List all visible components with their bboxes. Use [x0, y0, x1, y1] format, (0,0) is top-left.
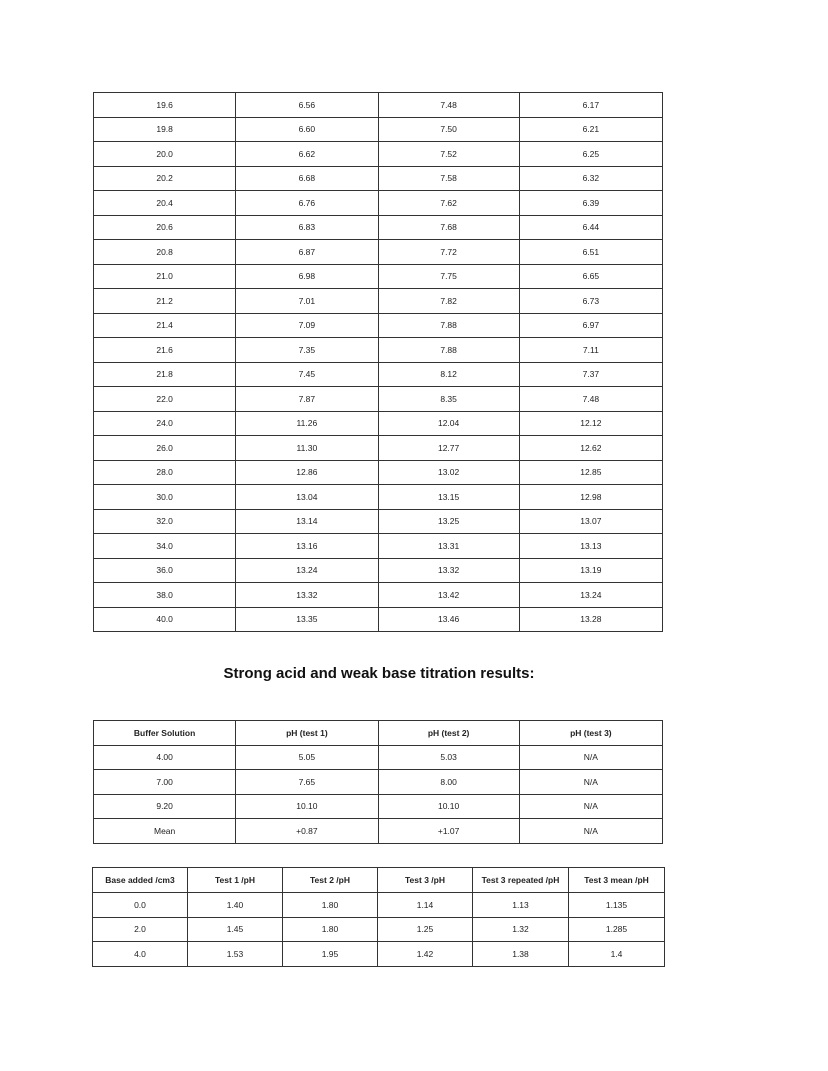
- table-row: [94, 362, 663, 387]
- table-cell: 40.0: [94, 607, 236, 632]
- table-cell: 6.25: [519, 142, 662, 167]
- table-cell: 1.40: [188, 893, 283, 918]
- table-cell: Mean: [94, 819, 236, 844]
- table-cell: 1.285: [569, 917, 665, 942]
- table-cell: 13.04: [236, 485, 378, 510]
- titration-data-table: [93, 92, 663, 632]
- table-cell: 20.0: [94, 142, 236, 167]
- table-row: [94, 436, 663, 461]
- table-row: [93, 917, 665, 942]
- table-cell: 7.00: [94, 770, 236, 795]
- table-cell: 6.32: [519, 166, 662, 191]
- table-cell: 22.0: [94, 387, 236, 412]
- table-cell: 6.98: [236, 264, 378, 289]
- table-cell: 1.14: [378, 893, 473, 918]
- buffer-calibration-body: [94, 745, 663, 843]
- table-cell: 20.8: [94, 240, 236, 265]
- table-cell: 6.21: [519, 117, 662, 142]
- table-cell: +1.07: [378, 819, 519, 844]
- table-cell: 7.65: [236, 770, 378, 795]
- table-cell: 8.00: [378, 770, 519, 795]
- header-ph-test-3: pH (test 3): [519, 721, 662, 746]
- base-added-table: [92, 867, 665, 967]
- table-cell: 6.97: [519, 313, 662, 338]
- table-cell: 6.83: [236, 215, 378, 240]
- table-cell: N/A: [519, 819, 662, 844]
- table-cell: 1.95: [283, 942, 378, 967]
- header-test-2: Test 2 /pH: [283, 868, 378, 893]
- table-cell: 7.50: [378, 117, 519, 142]
- table-cell: 12.12: [519, 411, 662, 436]
- table-cell: 13.32: [378, 558, 519, 583]
- table-cell: 10.10: [378, 794, 519, 819]
- table-cell: 21.2: [94, 289, 236, 314]
- table-cell: 12.04: [378, 411, 519, 436]
- table-cell: 13.31: [378, 534, 519, 559]
- table-cell: 19.6: [94, 93, 236, 118]
- table-cell: +0.87: [236, 819, 378, 844]
- table-cell: 13.02: [378, 460, 519, 485]
- table-cell: 7.62: [378, 191, 519, 216]
- header-test-3-mean: Test 3 mean /pH: [569, 868, 665, 893]
- table-cell: 7.52: [378, 142, 519, 167]
- table-cell: 19.8: [94, 117, 236, 142]
- table-cell: 1.135: [569, 893, 665, 918]
- table-cell: 6.65: [519, 264, 662, 289]
- header-test-3: Test 3 /pH: [378, 868, 473, 893]
- table-row: [94, 770, 663, 795]
- table-cell: 7.09: [236, 313, 378, 338]
- table-row: [94, 607, 663, 632]
- header-test-1: Test 1 /pH: [188, 868, 283, 893]
- table-cell: 6.44: [519, 215, 662, 240]
- table-cell: 20.2: [94, 166, 236, 191]
- table-cell: 26.0: [94, 436, 236, 461]
- table-cell: 6.62: [236, 142, 378, 167]
- table-cell: 11.26: [236, 411, 378, 436]
- table-cell: 13.42: [378, 583, 519, 608]
- table-cell: 7.37: [519, 362, 662, 387]
- table-cell: 13.14: [236, 509, 378, 534]
- table-cell: N/A: [519, 794, 662, 819]
- section-heading: Strong acid and weak base titration results:: [223, 665, 535, 682]
- table-cell: 20.4: [94, 191, 236, 216]
- table-cell: 12.62: [519, 436, 662, 461]
- table-row: [94, 411, 663, 436]
- table-cell: 21.0: [94, 264, 236, 289]
- table-cell: 6.68: [236, 166, 378, 191]
- table-cell: 7.75: [378, 264, 519, 289]
- table-cell: 7.45: [236, 362, 378, 387]
- table-cell: 6.51: [519, 240, 662, 265]
- table-cell: 4.0: [93, 942, 188, 967]
- table-cell: 12.86: [236, 460, 378, 485]
- table-cell: 7.88: [378, 338, 519, 363]
- table-row: [94, 387, 663, 412]
- table-cell: 13.28: [519, 607, 662, 632]
- table-row: [93, 893, 665, 918]
- table-cell: 7.35: [236, 338, 378, 363]
- header-buffer-solution: Buffer Solution: [94, 721, 236, 746]
- table-cell: 1.13: [473, 893, 569, 918]
- buffer-calibration-table: [93, 720, 663, 844]
- table-cell: 7.01: [236, 289, 378, 314]
- table-cell: 7.11: [519, 338, 662, 363]
- base-added-body: [93, 893, 665, 967]
- buffer-header-row: [94, 721, 663, 746]
- table-cell: 12.98: [519, 485, 662, 510]
- table-cell: 7.48: [519, 387, 662, 412]
- table-cell: 1.42: [378, 942, 473, 967]
- table-cell: 28.0: [94, 460, 236, 485]
- table-row: [94, 313, 663, 338]
- table-cell: 21.4: [94, 313, 236, 338]
- table-row: [94, 485, 663, 510]
- table-cell: 13.19: [519, 558, 662, 583]
- table-cell: 13.16: [236, 534, 378, 559]
- table-cell: 1.45: [188, 917, 283, 942]
- table-cell: 1.38: [473, 942, 569, 967]
- table-cell: 13.24: [519, 583, 662, 608]
- table-cell: 4.00: [94, 745, 236, 770]
- table-cell: 7.58: [378, 166, 519, 191]
- table-row: [94, 558, 663, 583]
- table-row: [94, 745, 663, 770]
- header-ph-test-2: pH (test 2): [378, 721, 519, 746]
- table-cell: N/A: [519, 770, 662, 795]
- table-cell: 7.72: [378, 240, 519, 265]
- table-cell: 1.25: [378, 917, 473, 942]
- table-row: [94, 509, 663, 534]
- table-cell: 5.05: [236, 745, 378, 770]
- table-cell: 30.0: [94, 485, 236, 510]
- table-cell: 34.0: [94, 534, 236, 559]
- table-cell: 1.80: [283, 893, 378, 918]
- table-cell: 12.85: [519, 460, 662, 485]
- table-cell: 32.0: [94, 509, 236, 534]
- table-row: [94, 93, 663, 118]
- titration-data-body: [94, 93, 663, 632]
- table-cell: 1.53: [188, 942, 283, 967]
- table-cell: 7.88: [378, 313, 519, 338]
- table-cell: 38.0: [94, 583, 236, 608]
- table-cell: 7.48: [378, 93, 519, 118]
- table-cell: 8.12: [378, 362, 519, 387]
- table-cell: 0.0: [93, 893, 188, 918]
- table-row: [94, 819, 663, 844]
- table-row: [93, 942, 665, 967]
- table-row: [94, 240, 663, 265]
- table-cell: 13.13: [519, 534, 662, 559]
- table-cell: 12.77: [378, 436, 519, 461]
- table-cell: 1.4: [569, 942, 665, 967]
- table-row: [94, 289, 663, 314]
- table-cell: 13.46: [378, 607, 519, 632]
- table-cell: 13.24: [236, 558, 378, 583]
- table-row: [94, 460, 663, 485]
- table-row: [94, 583, 663, 608]
- table-row: [94, 142, 663, 167]
- table-cell: 5.03: [378, 745, 519, 770]
- table-cell: 7.68: [378, 215, 519, 240]
- table-cell: 13.15: [378, 485, 519, 510]
- table-cell: 6.17: [519, 93, 662, 118]
- table-cell: 1.32: [473, 917, 569, 942]
- table-cell: 8.35: [378, 387, 519, 412]
- table-cell: 7.87: [236, 387, 378, 412]
- table-row: [94, 534, 663, 559]
- table-cell: 21.8: [94, 362, 236, 387]
- table-cell: 9.20: [94, 794, 236, 819]
- table-cell: 10.10: [236, 794, 378, 819]
- table-cell: 13.35: [236, 607, 378, 632]
- table-cell: 1.80: [283, 917, 378, 942]
- base-header-row: [93, 868, 665, 893]
- table-row: [94, 191, 663, 216]
- table-cell: 6.60: [236, 117, 378, 142]
- header-base-added: Base added /cm3: [93, 868, 188, 893]
- header-ph-test-1: pH (test 1): [236, 721, 378, 746]
- table-cell: 13.25: [378, 509, 519, 534]
- table-cell: N/A: [519, 745, 662, 770]
- table-cell: 6.76: [236, 191, 378, 216]
- table-row: [94, 794, 663, 819]
- table-cell: 13.32: [236, 583, 378, 608]
- table-row: [94, 215, 663, 240]
- table-cell: 6.87: [236, 240, 378, 265]
- table-cell: 20.6: [94, 215, 236, 240]
- header-test-3-repeated: Test 3 repeated /pH: [473, 868, 569, 893]
- table-row: [94, 264, 663, 289]
- table-cell: 6.56: [236, 93, 378, 118]
- table-cell: 6.39: [519, 191, 662, 216]
- table-cell: 2.0: [93, 917, 188, 942]
- table-cell: 11.30: [236, 436, 378, 461]
- table-cell: 36.0: [94, 558, 236, 583]
- table-cell: 24.0: [94, 411, 236, 436]
- table-cell: 21.6: [94, 338, 236, 363]
- table-row: [94, 338, 663, 363]
- table-cell: 6.73: [519, 289, 662, 314]
- table-row: [94, 166, 663, 191]
- table-cell: 7.82: [378, 289, 519, 314]
- table-row: [94, 117, 663, 142]
- table-cell: 13.07: [519, 509, 662, 534]
